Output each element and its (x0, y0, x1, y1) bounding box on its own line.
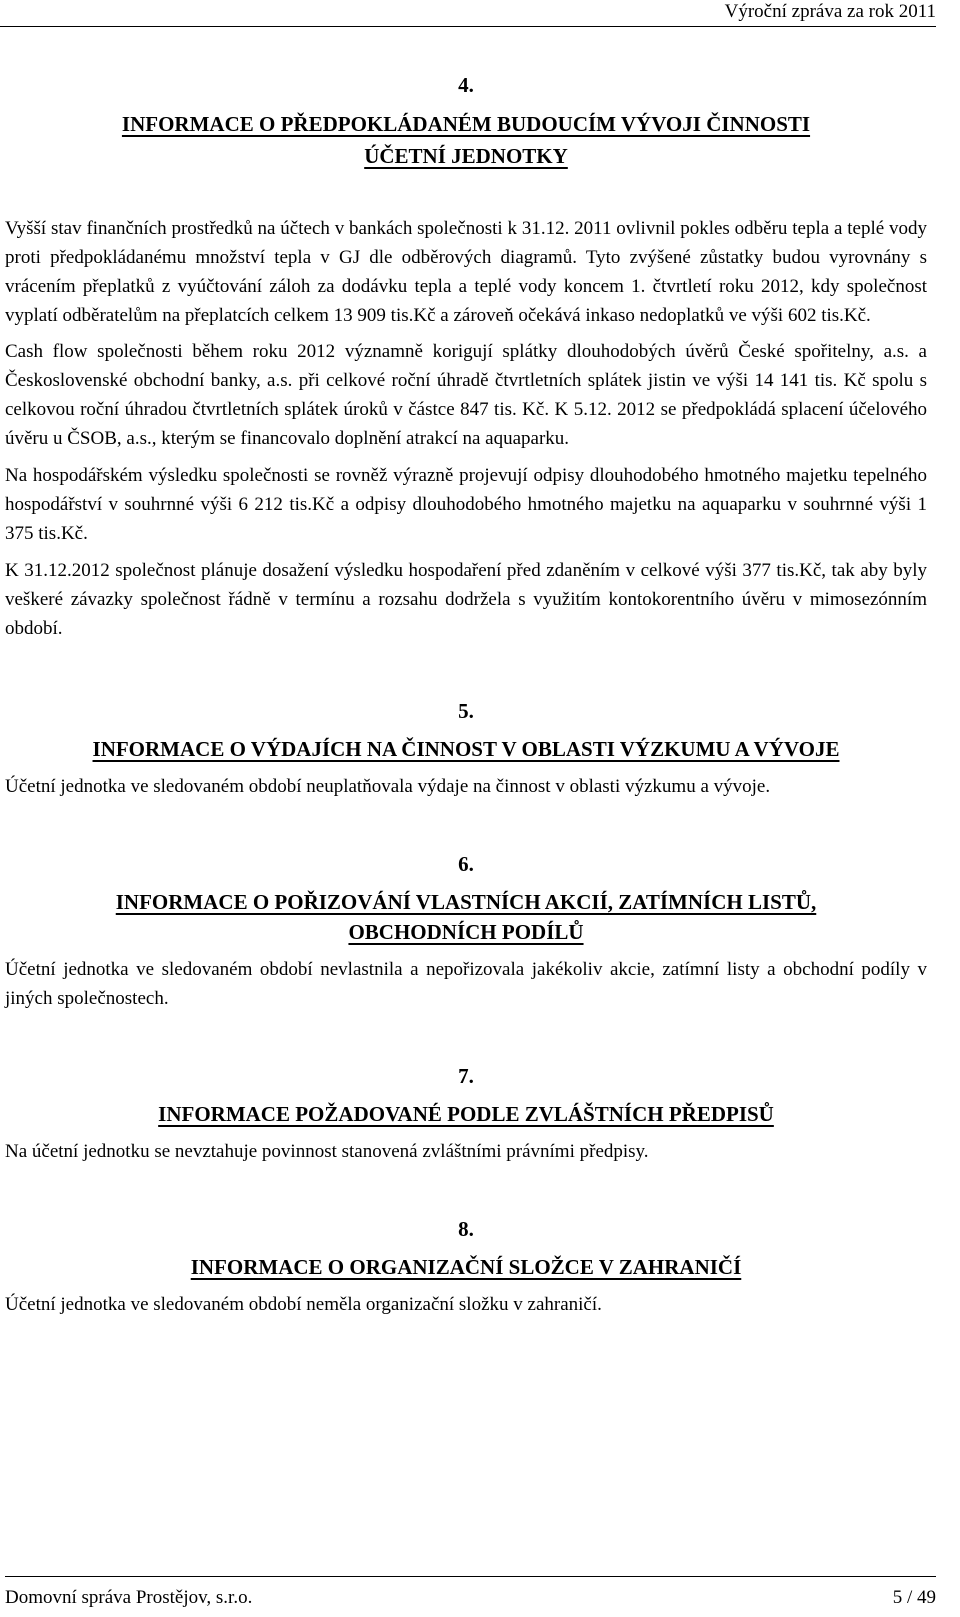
section-title: INFORMACE O PŘEDPOKLÁDANÉM BUDOUCÍM VÝVOJI ČINNOSTI ÚČETNÍ JEDNOTKY (121, 112, 811, 168)
section-6 (5, 849, 927, 1013)
section-title: INFORMACE O POŘIZOVÁNÍ VLASTNÍCH AKCIÍ, ZATÍMNÍCH LISTŮ, OBCHODNÍCH PODÍLŮ (115, 890, 817, 944)
page-footer (5, 1576, 936, 1613)
paragraph: Na účetní jednotku se nevztahuje povinnost stanovená zvláštními právními předpisy. (5, 1141, 649, 1162)
section-title: INFORMACE POŽADOVANÉ PODLE ZVLÁŠTNÍCH PŘEDPISŮ (158, 1102, 774, 1126)
paragraph: K 31.12.2012 společnost plánuje dosažení výsledku hospodaření před zdaněním v celkové výši 377 tis.Kč, tak aby byly veškeré závazky společnost řádně v termínu a rozsahu dodržela s využitím kontokorentního úvěru v mimosezónním období. (5, 560, 927, 639)
paragraph: Na hospodářském výsledku společnosti se rovněž výrazně projevují odpisy dlouhodobého hmotného majetku tepelného hospodářství v souhrnné výši 6 212 tis.Kč a odpisy dlouhodobého hmotného majetku na aquaparku v souhrnné výši 1 375 tis.Kč. (5, 465, 927, 544)
section-number: 6. (458, 852, 474, 876)
section-number: 4. (458, 73, 474, 97)
section-title: INFORMACE O ORGANIZAČNÍ SLOŽCE V ZAHRANIČÍ (190, 1255, 742, 1279)
section-7 (5, 1061, 927, 1166)
section-title: INFORMACE O VÝDAJÍCH NA ČINNOST V OBLASTI VÝZKUMU A VÝVOJE (92, 737, 840, 761)
page-content (5, 70, 927, 1319)
footer-company: Domovní správa Prostějov, s.r.o. (5, 1587, 253, 1608)
paragraph: Účetní jednotka ve sledovaném období nevlastnila a nepořizovala jakékoliv akcie, zatímní listy a obchodní podíly v jiných společnostech. (5, 959, 927, 1009)
section-4 (5, 70, 927, 643)
page-number: 5 / 49 (892, 1587, 936, 1608)
paragraph: Účetní jednotka ve sledovaném období neměla organizační složku v zahraničí. (5, 1294, 602, 1315)
paragraph: Účetní jednotka ve sledovaném období neuplatňovala výdaje na činnost v oblasti výzkumu a vývoje. (5, 776, 771, 797)
section-8 (5, 1214, 927, 1319)
page-header (0, 0, 936, 27)
section-number: 5. (458, 699, 474, 723)
header-title: Výroční zpráva za rok 2011 (724, 1, 936, 22)
paragraph: Vyšší stav finančních prostředků na účtech v bankách společnosti k 31.12. 2011 ovlivnil pokles odběru tepla a teplé vody proti předpokládanému množství tepla v GJ dle odběrových diagramů. Tyto zvýšené zůstatky budou vyrovnány s vrácením přeplatků z vyúčtování záloh za dodávku tepla a teplé vody koncem 1. čtvrtletí roku 2012, kdy společnost vyplatí odběratelům na přeplatcích celkem 13 909 tis.Kč a zároveň očekává inkaso nedoplatků ve výši 602 tis.Kč. (5, 218, 927, 326)
section-number: 7. (458, 1064, 474, 1088)
section-5 (5, 696, 927, 801)
section-number: 8. (458, 1217, 474, 1241)
paragraph: Cash flow společnosti během roku 2012 významně korigují splátky dlouhodobých úvěrů České spořitelny, a.s. a Československé obchodní banky, a.s. při celkové roční úhradě čtvrtletních splátek jistin ve výši 14 141 tis. Kč spolu s celkovou roční úhradou čtvrtletních splátek úroků v částce 847 tis. Kč. K 5.12. 2012 se předpokládá splacení účelového úvěru u ČSOB, a.s., kterým se financovalo doplnění atrakcí na aquaparku. (5, 341, 927, 449)
